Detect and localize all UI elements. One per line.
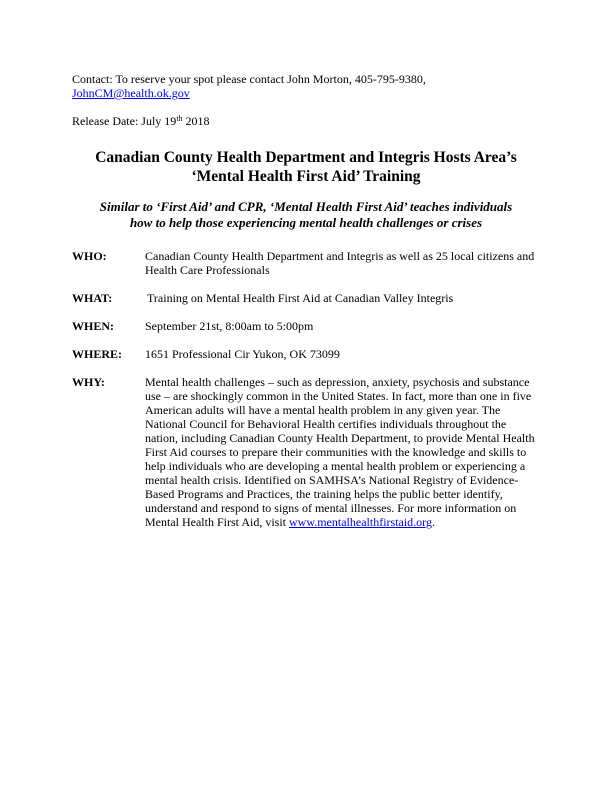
release-date-year: 2018	[182, 114, 210, 128]
release-date-ordinal: th	[176, 114, 183, 123]
release-date	[72, 114, 210, 128]
headline-line-2: ‘Mental Health First Aid’ Training	[191, 168, 421, 185]
what-value: Training on Mental Health First Aid at Canadian Valley Integris	[147, 291, 454, 305]
where-value: 1651 Professional Cir Yukon, OK 73099	[145, 347, 340, 361]
why-text: Mental health challenges – such as depression, anxiety, psychosis and substance use – are shockingly common in the United States. In fact, more than one in five American adults will have a mental health problem in any given year. The National Council for Behavioral Health certifies individuals throughout the nation, including Canadian County Health Department, to provide Mental Health First Aid courses to prepare their communities with the knowledge and skills to help individuals who are developing a mental health problem or experiencing a mental health crisis. Identified on SAMHSA’s National Registry of Evidence-Based Programs and Practices, the training helps the public better identify, understand and respond to signs of mental illnesses. For more information on Mental Health First Aid, visit	[145, 375, 535, 529]
contact-email-link[interactable]: JohnCM@health.ok.gov	[72, 86, 190, 100]
what-label: WHAT:	[72, 291, 113, 305]
contact-text: Contact: To reserve your spot please contact John Morton, 405-795-9380,	[72, 72, 426, 86]
mhfa-website-link[interactable]: www.mentalhealthfirstaid.org	[289, 515, 432, 529]
where-label: WHERE:	[72, 347, 123, 361]
when-label: WHEN:	[72, 319, 114, 333]
why-end: .	[431, 515, 435, 529]
release-date-text: Release Date: July 19	[72, 114, 177, 128]
headline	[60, 148, 552, 186]
who-value: Canadian County Health Department and Integris as well as 25 local citizens and Health Care Professionals	[145, 249, 535, 277]
why-paragraph	[145, 375, 541, 529]
when-value: September 21st, 8:00am to 5:00pm	[145, 319, 314, 333]
contact-block	[72, 72, 542, 100]
subheadline	[60, 199, 552, 231]
headline-line-1: Canadian County Health Department and Integris Hosts Area’s	[95, 149, 517, 166]
subheadline-line-1: Similar to ‘First Aid’ and CPR, ‘Mental Health First Aid’ teaches individuals	[99, 199, 513, 214]
why-label: WHY:	[72, 375, 105, 389]
who-label: WHO:	[72, 249, 107, 263]
subheadline-line-2: how to help those experiencing mental health challenges or crises	[129, 215, 483, 230]
